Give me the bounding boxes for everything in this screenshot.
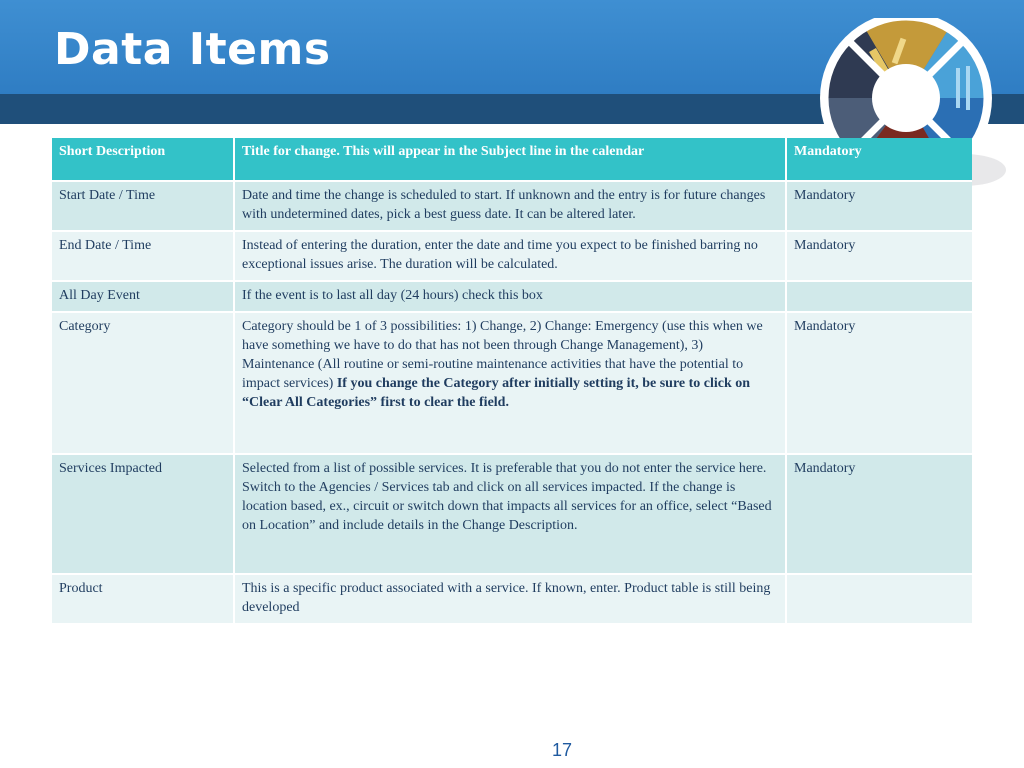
data-items-table: [52, 138, 972, 625]
header-cell-short-description: Short Description: [52, 138, 234, 181]
row-description: Date and time the change is scheduled to start. If unknown and the entry is for future changes with undetermined dates, pick a best guess date. It can be altered later.: [234, 181, 786, 231]
row-description-text: Category should be 1 of 3 possibilities: 1) Change, 2) Change: Emergency (use this when we have something we have to do that has not been through Change Management), 3) Maintenance (All routine or semi-routine maintenance activities that have the potential to impact services): [242, 319, 763, 391]
row-description: This is a specific product associated with a service. If known, enter. Product table is still being developed: [234, 574, 786, 624]
row-label: Category: [52, 312, 234, 454]
row-required: [786, 574, 972, 624]
row-label: End Date / Time: [52, 231, 234, 281]
row-required: Mandatory: [786, 454, 972, 574]
row-description: Instead of entering the duration, enter the date and time you expect to be finished barring no exceptional issues arise. The duration will be calculated.: [234, 231, 786, 281]
row-description: [234, 454, 786, 574]
slide-title: Data Items: [54, 24, 331, 75]
row-required: Mandatory: [786, 181, 972, 231]
row-label: All Day Event: [52, 281, 234, 312]
table-row-services-impacted: [52, 454, 972, 574]
table-row-start-date: [52, 181, 972, 231]
table-row-category: [52, 312, 972, 454]
row-description: [234, 312, 786, 454]
row-description: If the event is to last all day (24 hours) check this box: [234, 281, 786, 312]
row-required: Mandatory: [786, 312, 972, 454]
table-row-end-date: [52, 231, 972, 281]
row-label: Start Date / Time: [52, 181, 234, 231]
table-row-product: [52, 574, 972, 624]
row-description-bold-note: If you change the Category after initially setting it, be sure to click on “Clear All Categories” first to clear the field.: [242, 376, 751, 410]
table-row-all-day-event: [52, 281, 972, 312]
header-cell-mandatory: Mandatory: [786, 138, 972, 181]
row-label: Services Impacted: [52, 454, 234, 574]
table-header-row: [52, 138, 972, 181]
row-required: [786, 281, 972, 312]
row-required: Mandatory: [786, 231, 972, 281]
row-description-text: Selected from a list of possible services. It is preferable that you do not enter the service here. Switch to the Agencies / Services tab and click on all services impacted. If the change is location based, ex., circuit or switch down that impacts all services for an office, select “Based on Location” and include details in the Change Description.: [242, 461, 772, 533]
page-number: 17: [552, 740, 573, 760]
row-label: Product: [52, 574, 234, 624]
header-cell-title: Title for change. This will appear in the Subject line in the calendar: [234, 138, 786, 181]
